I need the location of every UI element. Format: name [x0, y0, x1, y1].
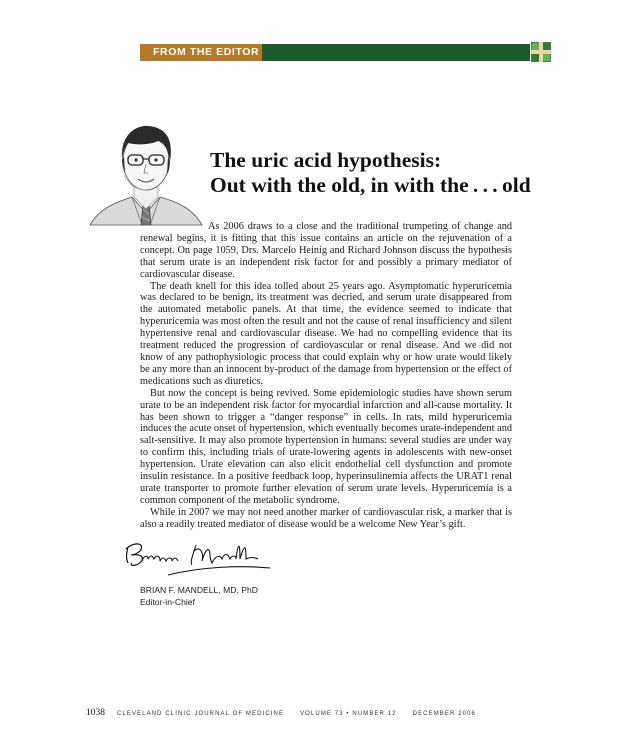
paragraph-2: The death knell for this idea tolled about 25 years ago. Asymptomatic hyperuricemia was declared to be benign, its treatment was decried, and serum urate disappeared from the automated metabolic panels. At that time, the evidence seemed to indicate that hyperuricemia was most often the result and not the cause of renal insufficiency and silent hypertensive renal and cardiovascular disease. We had no compelling evidence that its treatment reduced the progression of cardiovascular or renal disease. And we did not know of any pathophysiologic process that could explain why or how urate would likely be any more than an innocent by-product of the damage from hypertension or the effect of medications such as diuretics.	[140, 280, 512, 387]
editor-portrait	[86, 117, 206, 227]
issue-date: DECEMBER 2006	[412, 711, 476, 717]
paragraph-1: As 2006 draws to a close and the traditional trumpeting of change and renewal begins, it is fitting that this issue contains an article on the rejuvenation of a concept. On page 1059, Drs. Marcelo Heinig and Richard Johnson discuss the hypothesis that serum urate is an independent risk factor for and possibly a primary mediator of cardiovascular disease.	[140, 221, 512, 280]
editor-signature	[120, 535, 280, 583]
page-footer	[86, 708, 586, 718]
clinic-cross-logo-icon	[531, 42, 551, 62]
paragraph-4: While in 2007 we may not need another marker of cardiovascular risk, a marker that is also a readily treated mediator of disease would be a welcome New Year’s gift.	[140, 506, 512, 530]
article-title-line-1: The uric acid hypothesis:	[210, 148, 442, 172]
page-number: 1038	[86, 708, 105, 718]
paragraph-3: But now the concept is being revived. Some epidemiologic studies have shown serum urate to be an independent risk factor for myocardial infarction and all-cause mortality. It has been shown to trigger a “danger response” in cells. In rats, mild hyperuricemia induces the acute onset of hypertension, which eventually becomes urate-independent and salt-sensitive. It may also promote hypertension in humans: several studies are under way to confirm this, including trials of urate-lowering agents in adolescents with new-onset hypertension. Urate elevation can also elicit endothelial cell dysfunction and promote insulin resistance. In a positive feedback loop, hyperinsulinemia affects the URAT1 renal urate transporter to promote further elevation of serum urate levels. Hyperuricemia is a common component of the metabolic syndrome.	[140, 387, 512, 506]
article-title-line-2: Out with the old, in with the . . . old	[210, 173, 531, 197]
header-bar	[262, 44, 530, 61]
article-body	[140, 221, 512, 531]
journal-name: CLEVELAND CLINIC JOURNAL OF MEDICINE	[117, 711, 285, 717]
volume-number: VOLUME 73 • NUMBER 12	[300, 711, 397, 717]
author-byline	[140, 584, 258, 608]
author-name: BRIAN F. MANDELL, MD, PhD	[140, 585, 258, 595]
author-role: Editor-in-Chief	[140, 597, 195, 607]
section-label: FROM THE EDITOR	[140, 44, 262, 61]
article-title	[210, 148, 590, 198]
